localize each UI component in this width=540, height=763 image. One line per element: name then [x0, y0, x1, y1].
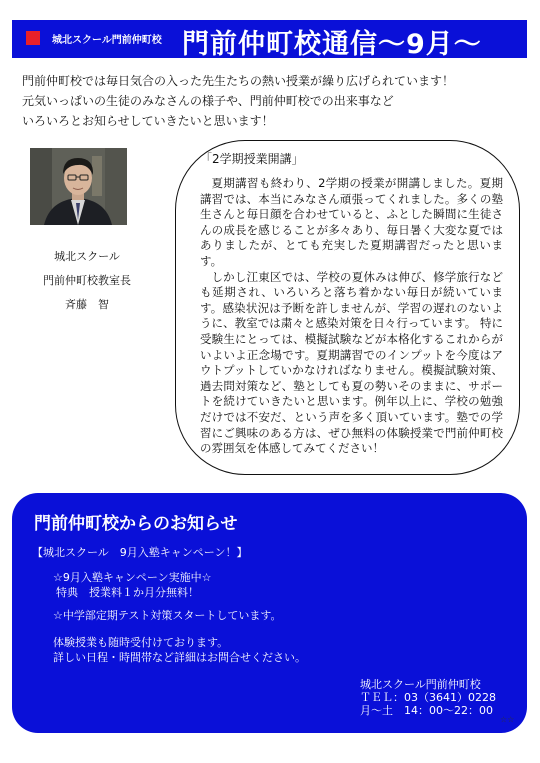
article-paragraph: しかし江東区では、学校の夏休みは伸び、修学旅行なども延期され、いろいろと落ち着かない毎日が続いています。感染状況は予断を許しませんが、学習の遅れのないように、教室では粛々と感染対策を日々行っています。 特に受験生にとっては、模擬試験などが本格化するこれからがいよいよ正念場です。夏期講習でのインプットを今度はアウトプットしていかなければなりません。模擬試験対策、過去問対策など、塾としても夏の勢いそのままに、サポートを続けていきたいと思います。例年以上に、学校の勉強だけでは不安だ、という声を多く頂いています。塾での学習にご興味のある方は、ぜひ無料の体験授業で門前仲町校の雰囲気を体感してみてください！: [200, 269, 503, 456]
principal-profile: [22, 245, 152, 317]
intro-line: いろいろとお知らせしていきたいと思います！: [22, 114, 274, 128]
notice-title: 門前仲町校からのお知らせ: [34, 514, 238, 534]
stray-mark: ☆☆: [500, 715, 515, 724]
intro-line: 門前仲町校では毎日気合の入った先生たちの熱い授業が繰り広げられています！: [22, 74, 455, 88]
article-paragraph: 夏期講習も終わり、2学期の授業が開講しました。夏期講習では、本当にみなさん頑張ってくれました。多くの塾生さんと毎日顔を合わせていると、ふとした瞬間に生徒さんの成長を感じることが多々あり、毎日暑く大変な夏ではありましたが、とても充実した夏期講習だったと思います。: [200, 176, 503, 268]
trial-details-line: 詳しい日程・時間帯など詳細はお問合せください。: [53, 651, 306, 664]
article-heading: 「2学期授業開講」: [200, 152, 304, 166]
intro-text: [22, 71, 527, 131]
profile-name: 斉藤 智: [65, 298, 109, 311]
header-school-label: 城北スクール門前仲町校: [52, 35, 162, 46]
test-prep-line: ☆中学部定期テスト対策スタートしています。: [53, 609, 282, 622]
contact-hours: 月～土 14：00～22：00: [360, 704, 493, 717]
notice-panel: [12, 493, 527, 733]
contact-school: 城北スクール門前仲町校: [360, 678, 481, 691]
contact-block: [360, 678, 496, 717]
newsletter-title: 門前仲町校通信～9月～: [182, 29, 482, 60]
trial-line: 体験授業も随時受付けております。: [53, 636, 229, 649]
campaign-benefit: 特典 授業料１か月分無料！: [56, 586, 199, 599]
article-body: [200, 176, 503, 457]
newsletter-header: [12, 20, 527, 58]
campaign-heading: 【城北スクール 9月入塾キャンペーン！】: [32, 546, 248, 559]
contact-phone: ＴＥＬ：03（3641）0228: [360, 691, 496, 704]
portrait-image: [30, 148, 127, 225]
principal-photo: [30, 148, 127, 225]
profile-school: 城北スクール: [54, 250, 120, 263]
intro-line: 元気いっぱいの生徒のみなさんの様子や、門前仲町校での出来事など: [22, 94, 394, 108]
campaign-line: ☆9月入塾キャンペーン実施中☆: [53, 571, 212, 584]
profile-position: 門前仲町校教室長: [43, 274, 131, 287]
red-square-icon: [26, 31, 40, 45]
